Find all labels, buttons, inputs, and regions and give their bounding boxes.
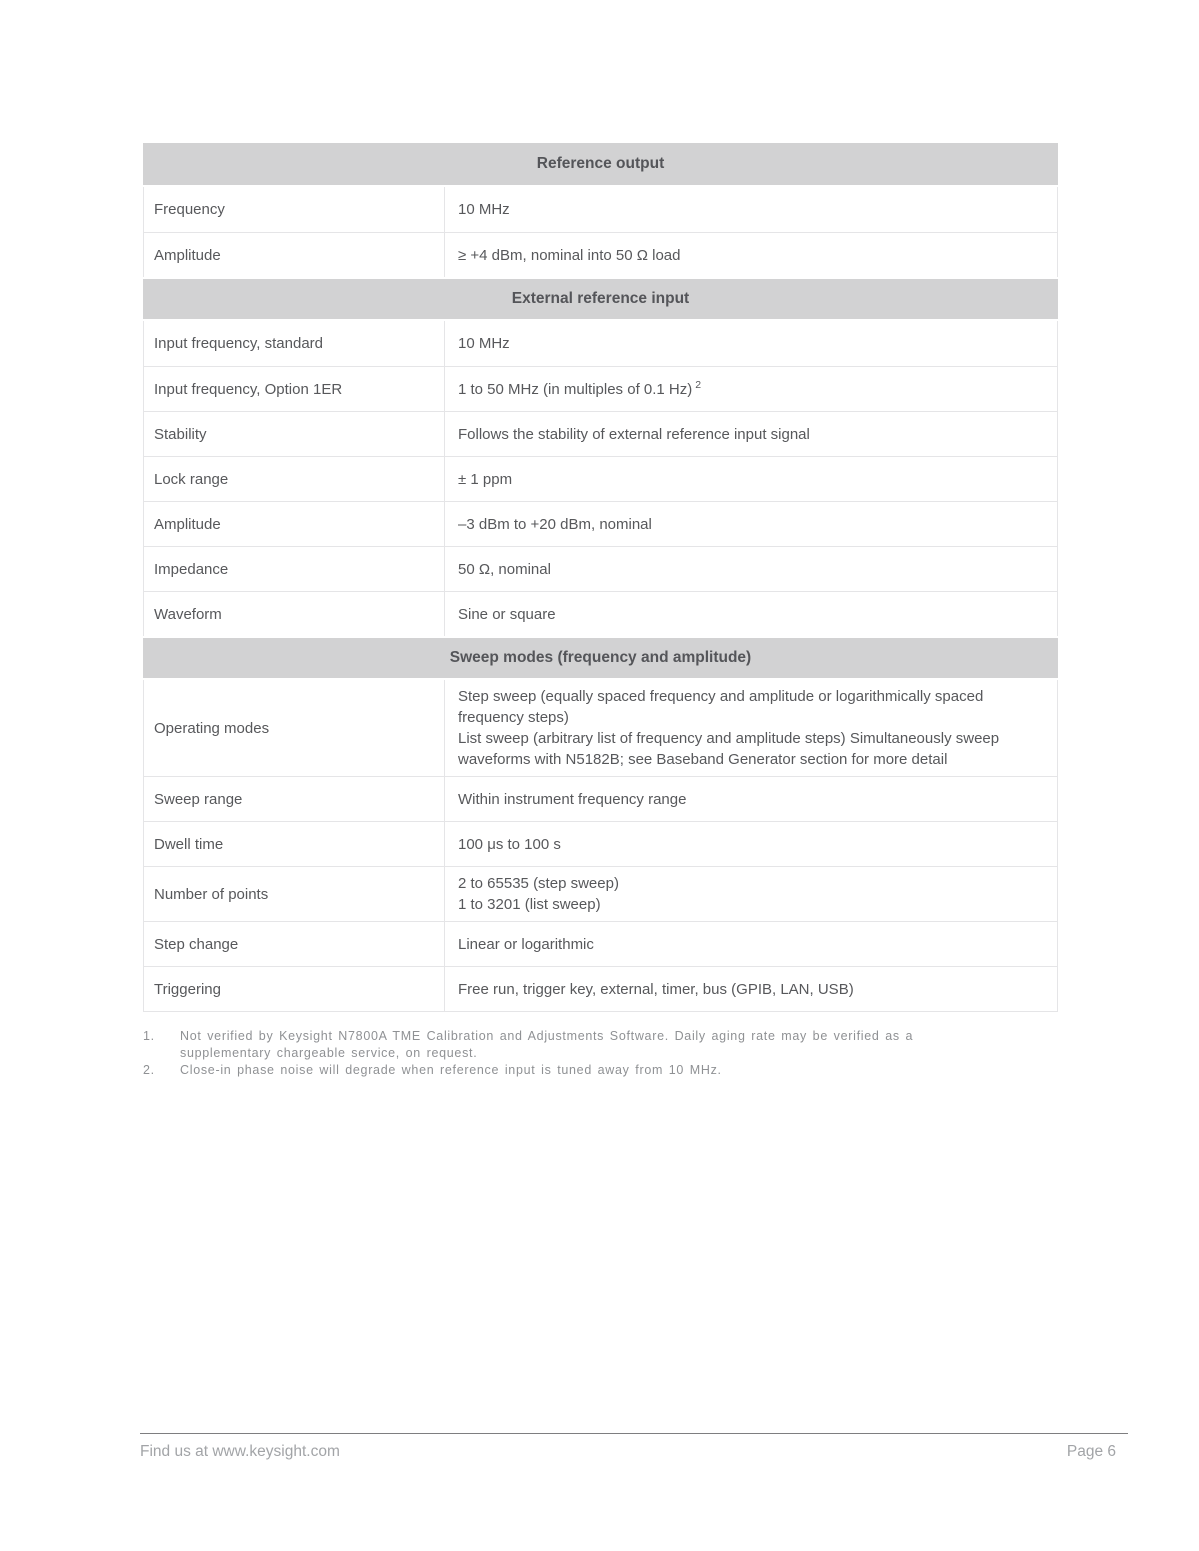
page-content <box>143 143 1058 1079</box>
row-value <box>445 783 1057 816</box>
row-value-line: Sine or square <box>458 605 556 623</box>
row-value-line: 1 to 50 MHz (in multiples of 0.1 Hz) $^2$ <box>458 378 702 398</box>
spec-table <box>143 143 1058 1012</box>
row-label: Amplitude <box>144 233 445 277</box>
footer-find-us-link[interactable]: Find us at www.keysight.com <box>140 1443 340 1460</box>
row-label: Operating modes <box>144 680 445 776</box>
row-value-line: Linear or logarithmic <box>458 935 594 953</box>
row-value-line: List sweep (arbitrary list of frequency and amplitude steps) Simultaneously sweep waveforms with N5182B; see Baseband Generator section for more detail <box>458 730 1000 768</box>
row-value-line: 1 to 3201 (list sweep) <box>458 896 601 913</box>
row-value-line: Free run, trigger key, external, timer, bus (GPIB, LAN, USB) <box>458 980 854 998</box>
row-label: Number of points <box>144 867 445 921</box>
row-value <box>445 239 1057 272</box>
row-label: Triggering <box>144 967 445 1011</box>
row-value <box>445 553 1057 586</box>
table-row <box>144 321 1057 366</box>
section-header-label: External reference input <box>511 290 690 307</box>
footnote-item <box>143 1028 1058 1062</box>
row-value-line: 100 μs to 100 s <box>458 835 561 853</box>
row-label: Impedance <box>144 547 445 591</box>
page-number: Page 6 <box>1066 1443 1116 1460</box>
page-footer <box>140 1433 1128 1461</box>
table-row <box>144 866 1057 921</box>
row-value-line: Follows the stability of external reference input signal <box>458 425 810 443</box>
row-value-line: Step sweep (equally spaced frequency and amplitude or logarithmically spaced frequency steps) <box>458 688 984 726</box>
footnote-text: Close-in phase noise will degrade when reference input is tuned away from 10 MHz. <box>180 1063 722 1077</box>
section-header-label: Sweep modes (frequency and amplitude) <box>449 649 752 666</box>
table-row <box>144 680 1057 776</box>
table-row <box>144 411 1057 456</box>
row-value <box>445 928 1057 961</box>
row-value-line: 10 MHz <box>458 335 510 352</box>
row-label: Step change <box>144 922 445 966</box>
row-label: Waveform <box>144 592 445 636</box>
section-header <box>143 277 1058 321</box>
row-label: Dwell time <box>144 822 445 866</box>
section-header-label: Reference output <box>536 155 665 172</box>
row-label: Input frequency, Option 1ER <box>144 367 445 411</box>
table-row <box>144 776 1057 821</box>
table-row <box>144 966 1057 1011</box>
footnotes <box>143 1028 1058 1079</box>
footnote-text: Not verified by Keysight N7800A TME Calibration and Adjustments Software. Daily aging rate may be verified as a supplementary chargeable service, on request. <box>180 1029 914 1060</box>
row-value-line: ± 1 ppm <box>458 470 513 488</box>
row-value <box>445 418 1057 451</box>
footnote-number: 1. <box>143 1029 155 1043</box>
table-row <box>144 591 1057 636</box>
row-label: Frequency <box>144 187 445 232</box>
row-value <box>445 598 1057 631</box>
row-value <box>445 828 1057 861</box>
row-value <box>445 327 1057 360</box>
row-value-line: ≥ +4 dBm, nominal into 50 Ω load <box>458 246 681 264</box>
row-value <box>445 680 1057 776</box>
table-row <box>144 232 1057 277</box>
footnote-number: 2. <box>143 1063 155 1077</box>
row-value-line: Within instrument frequency range <box>458 790 687 808</box>
row-label: Sweep range <box>144 777 445 821</box>
section-header <box>143 143 1058 187</box>
row-label: Amplitude <box>144 502 445 546</box>
table-row <box>144 921 1057 966</box>
row-label: Lock range <box>144 457 445 501</box>
table-row <box>144 456 1057 501</box>
row-value-line: 50 Ω, nominal <box>458 560 551 578</box>
footnote-reference: 2 <box>695 378 702 391</box>
row-value-line: 2 to 65535 (step sweep) <box>458 875 619 892</box>
footnote-item <box>143 1062 1058 1079</box>
row-label: Stability <box>144 412 445 456</box>
row-value <box>445 373 1057 406</box>
row-value <box>445 973 1057 1006</box>
row-label: Input frequency, standard <box>144 321 445 366</box>
row-value-line: –3 dBm to +20 dBm, nominal <box>458 515 652 533</box>
table-row <box>144 187 1057 232</box>
row-value <box>445 867 1057 921</box>
row-value <box>445 508 1057 541</box>
table-row <box>144 366 1057 411</box>
table-row <box>144 821 1057 866</box>
row-value <box>445 463 1057 496</box>
section-header <box>143 636 1058 680</box>
row-value-line: 10 MHz <box>458 201 510 218</box>
table-row <box>144 546 1057 591</box>
table-row <box>144 501 1057 546</box>
row-value <box>445 193 1057 226</box>
